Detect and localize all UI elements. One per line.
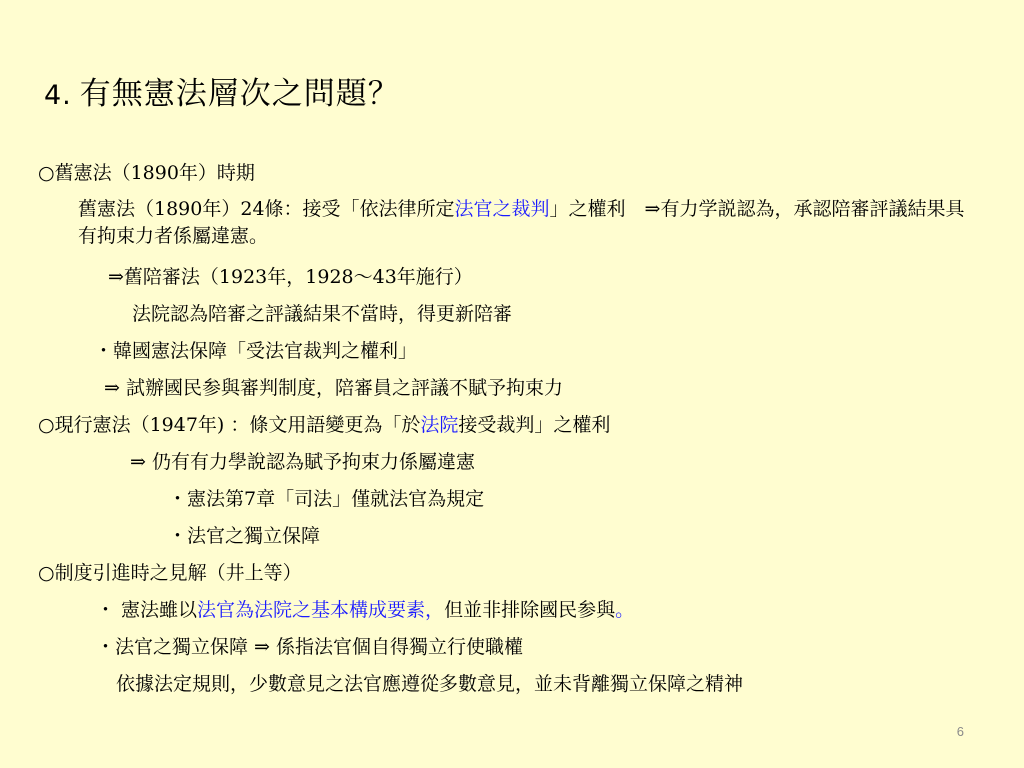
element-text: ・ 憲法雖以 bbox=[96, 599, 198, 621]
korea-constitution: ・韓國憲法保障「受法官裁判之權利」 bbox=[94, 340, 418, 362]
bullet-current-constitution bbox=[38, 412, 610, 438]
constitution-chapter-7: ・憲法第7章「司法」僅就法官為規定 bbox=[168, 488, 485, 510]
unconstitutional-theory: ⇒ 仍有有力學說認為賦予拘束力係屬違憲 bbox=[130, 451, 475, 473]
judge-independence: ・法官之獨立保障 bbox=[168, 525, 321, 547]
old-constitution-article-24 bbox=[78, 196, 978, 250]
slide-title bbox=[44, 72, 400, 118]
judge-independence-meaning: ・法官之獨立保障 ⇒ 係指法官個自得獨立行使職權 bbox=[96, 636, 524, 658]
element-highlight: 法官為法院之基本構成要素， bbox=[197, 599, 445, 621]
old-jury-law: ⇒舊陪審法（1923年，1928～43年施行） bbox=[108, 266, 473, 288]
constitution-judges-element bbox=[96, 597, 634, 623]
korea-pilot-system: ⇒ 試辦國民参與審判制度，陪審員之評議不賦予拘束力 bbox=[104, 377, 563, 399]
article-24-highlight: 法官之裁判 bbox=[454, 198, 550, 220]
bullet-introduction-view: ○制度引進時之見解（井上等） bbox=[38, 562, 302, 584]
article-24-rest: 」之權利 ⇒有力学説認為，承認陪審評議結果具有拘束力者係屬違憲。 bbox=[78, 198, 965, 247]
current-constitution-text: ○現行憲法（1947年) ：條文用語變更為「於 bbox=[38, 414, 421, 436]
majority-rule-explanation: 依據法定規則，少數意見之法官應遵從多數意見，並未背離獨立保障之精神 bbox=[116, 673, 744, 695]
bullet-old-constitution: ○舊憲法（1890年）時期 bbox=[38, 162, 255, 184]
page-number: 6 bbox=[956, 724, 964, 739]
element-rest: 但並非排除國民参與 bbox=[444, 599, 616, 621]
title-number: 4. bbox=[44, 80, 72, 111]
title-text: 有無憲法層次之問題？ bbox=[79, 76, 400, 112]
current-constitution-rest: 接受裁判」之權利 bbox=[458, 414, 611, 436]
article-24-text: 舊憲法（1890年）24條：接受「依法律所定 bbox=[78, 198, 455, 220]
element-period: 。 bbox=[615, 599, 635, 621]
current-constitution-highlight: 法院 bbox=[420, 414, 459, 436]
jury-law-detail: 法院認為陪審之評議結果不當時，得更新陪審 bbox=[132, 303, 513, 325]
